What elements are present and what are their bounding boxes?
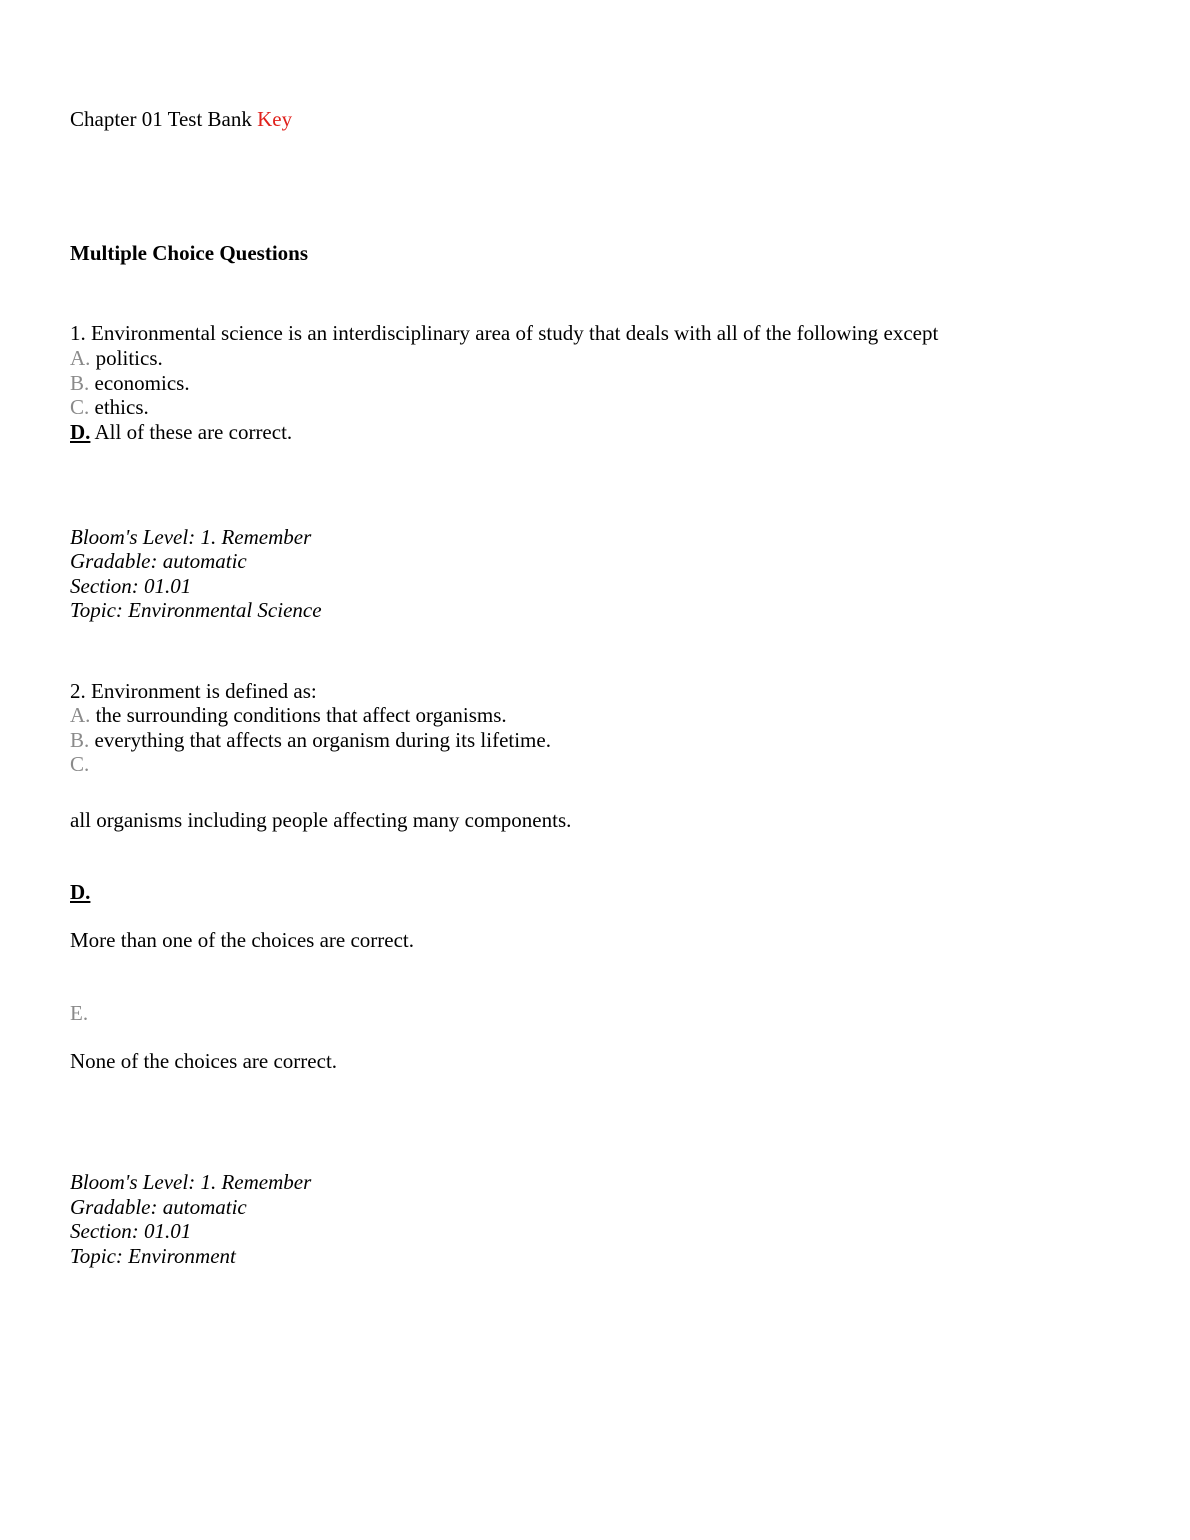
question-2-option-e-letter: E. [70, 1001, 89, 1025]
option-text: economics. [94, 371, 190, 395]
option-letter: B. [70, 728, 90, 752]
question-2-blooms: Bloom's Level: 1. Remember [70, 1170, 312, 1194]
question-1-option-c [70, 395, 149, 419]
question-1-blooms: Bloom's Level: 1. Remember [70, 525, 312, 549]
key-label: Key [257, 107, 293, 131]
question-1-topic: Topic: Environmental Science [70, 598, 322, 622]
question-2-section: Section: 01.01 [70, 1219, 192, 1243]
correct-option-letter: D. [70, 420, 91, 444]
question-2-stem: 2. Environment is defined as: [70, 679, 317, 703]
option-letter: A. [70, 346, 91, 370]
option-letter: A. [70, 703, 91, 727]
option-text: politics. [95, 346, 163, 370]
question-2-option-c-text: all organisms including people affecting many components. [70, 808, 572, 832]
option-text: All of these are correct. [94, 420, 293, 444]
title-text: Chapter 01 Test Bank [70, 107, 252, 131]
option-letter: B. [70, 371, 90, 395]
question-1-stem: 1. Environmental science is an interdisciplinary area of study that deals with all of the following except [70, 321, 939, 345]
question-1-option-b [70, 371, 190, 395]
question-1-option-a [70, 346, 163, 370]
question-2-correct-option-letter: D. [70, 880, 91, 904]
section-heading: Multiple Choice Questions [70, 241, 309, 265]
question-1-option-d [70, 420, 292, 444]
question-2-option-e-text: None of the choices are correct. [70, 1049, 338, 1073]
question-2-option-b [70, 728, 551, 752]
question-2-option-a [70, 703, 507, 727]
option-text: ethics. [94, 395, 149, 419]
question-1-section: Section: 01.01 [70, 574, 192, 598]
page-title [70, 107, 292, 131]
question-2-option-d-text: More than one of the choices are correct. [70, 928, 414, 952]
question-1-gradable: Gradable: automatic [70, 549, 247, 573]
question-2-topic: Topic: Environment [70, 1244, 236, 1268]
question-2-gradable: Gradable: automatic [70, 1195, 247, 1219]
option-letter: C. [70, 395, 90, 419]
question-2-option-c-letter: C. [70, 752, 90, 776]
option-text: the surrounding conditions that affect organisms. [95, 703, 507, 727]
option-text: everything that affects an organism during its lifetime. [94, 728, 551, 752]
